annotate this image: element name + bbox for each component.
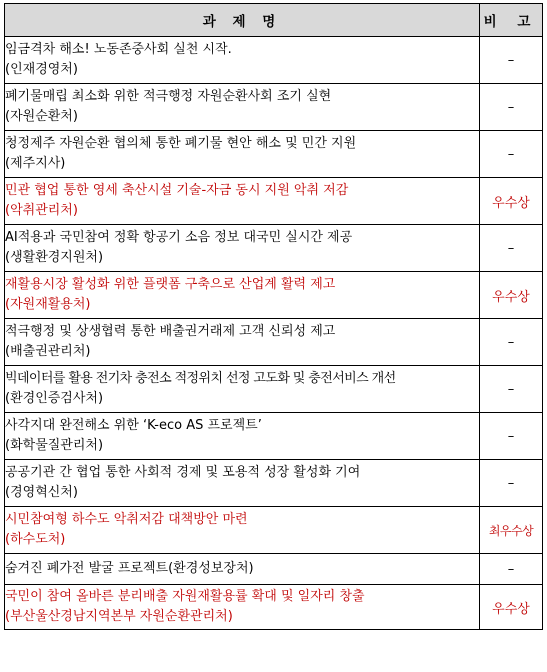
task-department: (부산울산경남지역본부 자원순환관리처) bbox=[5, 609, 233, 624]
note-cell: – bbox=[480, 413, 543, 460]
task-cell bbox=[5, 366, 480, 413]
award-badge: 우수상 bbox=[480, 272, 543, 319]
task-cell bbox=[5, 178, 480, 225]
task-department: (생활환경지원처) bbox=[5, 250, 104, 265]
task-cell bbox=[5, 507, 480, 554]
note-header: 비 고 bbox=[480, 4, 543, 37]
table-row bbox=[5, 319, 543, 366]
task-department: (환경인증검사처) bbox=[5, 391, 104, 406]
award-badge: 우수상 bbox=[480, 178, 543, 225]
table-row bbox=[5, 178, 543, 225]
task-cell bbox=[5, 585, 480, 630]
table-row bbox=[5, 585, 543, 630]
award-badge: 최우수상 bbox=[480, 507, 543, 554]
award-badge: 우수상 bbox=[480, 585, 543, 630]
task-department: (인재경영처) bbox=[5, 62, 78, 77]
table-row bbox=[5, 366, 543, 413]
table-row bbox=[5, 272, 543, 319]
table-header-row bbox=[5, 4, 543, 37]
task-department: (하수도처) bbox=[5, 532, 66, 547]
task-department: (자원재활용처) bbox=[5, 297, 91, 312]
task-title: 공공기관 간 협업 통한 사회적 경제 및 포용적 성장 활성화 기여 bbox=[5, 465, 361, 480]
task-cell bbox=[5, 37, 480, 84]
task-name-header: 과 제 명 bbox=[5, 4, 480, 37]
note-cell: – bbox=[480, 366, 543, 413]
task-title: 임금격차 해소! 노동존중사회 실천 시작. bbox=[5, 42, 232, 57]
task-cell bbox=[5, 413, 480, 460]
note-cell: – bbox=[480, 131, 543, 178]
task-title: 민관 협업 통한 영세 축산시설 기술-자금 동시 지원 악취 저감 bbox=[5, 183, 349, 198]
task-title: 시민참여형 하수도 악취저감 대책방안 마련 bbox=[5, 512, 248, 527]
task-title: 숨겨진 폐가전 발굴 프로젝트(환경성보장처) bbox=[5, 561, 254, 576]
note-cell: – bbox=[480, 37, 543, 84]
table-row bbox=[5, 413, 543, 460]
task-title: 사각지대 완전해소 위한 ‘K-eco AS 프로젝트’ bbox=[5, 418, 262, 433]
task-department: (제주지사) bbox=[5, 156, 66, 171]
task-cell bbox=[5, 319, 480, 366]
task-title: 청정제주 자원순환 협의체 통한 폐기물 현안 해소 및 민간 지원 bbox=[5, 136, 357, 151]
task-title: 국민이 참여 올바른 분리배출 자원재활용률 확대 및 일자리 창출 bbox=[5, 589, 365, 604]
task-cell bbox=[5, 272, 480, 319]
task-department: (경영혁신처) bbox=[5, 485, 78, 500]
table-row bbox=[5, 225, 543, 272]
table-row bbox=[5, 84, 543, 131]
task-title: AI적용과 국민참여 정확 항공기 소음 정보 대국민 실시간 제공 bbox=[5, 230, 353, 245]
task-title: 재활용시장 활성화 위한 플랫폼 구축으로 산업계 활력 제고 bbox=[5, 277, 336, 292]
task-department: (화학물질관리처) bbox=[5, 438, 104, 453]
task-cell bbox=[5, 554, 480, 585]
task-department: (악취관리처) bbox=[5, 203, 78, 218]
table-row bbox=[5, 131, 543, 178]
table-row bbox=[5, 460, 543, 507]
note-cell: – bbox=[480, 460, 543, 507]
task-title: 적극행정 및 상생협력 통한 배출권거래제 고객 신뢰성 제고 bbox=[5, 324, 336, 339]
task-department: (배출권관리처) bbox=[5, 344, 91, 359]
note-cell: – bbox=[480, 554, 543, 585]
task-cell bbox=[5, 460, 480, 507]
table-row bbox=[5, 554, 543, 585]
note-cell: – bbox=[480, 319, 543, 366]
task-cell bbox=[5, 84, 480, 131]
task-department: (자원순환처) bbox=[5, 109, 78, 124]
task-cell bbox=[5, 131, 480, 178]
table-row bbox=[5, 507, 543, 554]
task-title: 빅데이터를 활용 전기차 충전소 적정위치 선정 고도화 및 충전서비스 개선 bbox=[5, 371, 396, 386]
award-table bbox=[4, 3, 543, 630]
table-row bbox=[5, 37, 543, 84]
note-cell: – bbox=[480, 84, 543, 131]
task-cell bbox=[5, 225, 480, 272]
note-cell: – bbox=[480, 225, 543, 272]
task-title: 폐기물매립 최소화 위한 적극행정 자원순환사회 조기 실현 bbox=[5, 89, 332, 104]
